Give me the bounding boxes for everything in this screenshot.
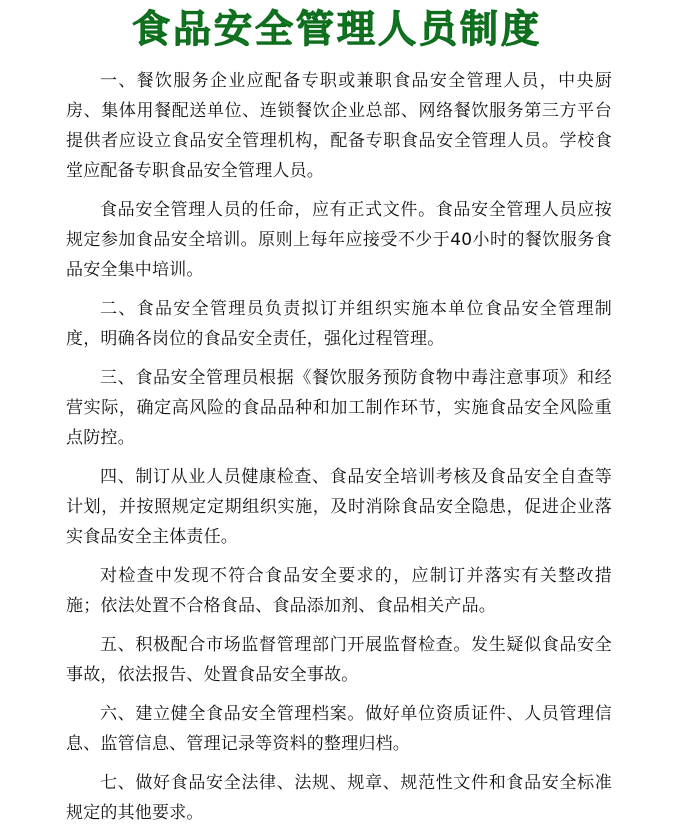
document-body xyxy=(66,66,612,837)
paragraph-4: 三、食品安全管理员根据《餐饮服务预防食物中毒注意事项》和经营实际，确定高风险的食品品种和加工制作环节，实施食品安全风险重点防控。 xyxy=(66,368,612,448)
paragraph-6: 对检查中发现不符合食品安全要求的，应制订并落实有关整改措施；依法处置不合格食品、食品添加剂、食品相关产品。 xyxy=(66,566,612,616)
paragraph-7: 五、积极配合市场监督管理部门开展监督检查。发生疑似食品安全事故，依法报告、处置食品安全事故。 xyxy=(66,635,612,685)
paragraph-8: 六、建立健全食品安全管理档案。做好单位资质证件、人员管理信息、监管信息、管理记录等资料的整理归档。 xyxy=(66,704,612,754)
paragraph-1: 一、餐饮服务企业应配备专职或兼职食品安全管理人员，中央厨房、集体用餐配送单位、连锁餐饮企业总部、网络餐饮服务第三方平台提供者应设立食品安全管理机构，配备专职食品安全管理人员。学校食堂应配备专职食品安全管理人员。 xyxy=(66,71,612,181)
paragraph-2: 食品安全管理人员的任命，应有正式文件。食品安全管理人员应按规定参加食品安全培训。原则上每年应接受不少于40小时的餐饮服务食品安全集中培训。 xyxy=(66,200,612,280)
document-title: 食品安全管理人员制度 xyxy=(131,7,542,51)
paragraph-5: 四、制订从业人员健康检查、食品安全培训考核及食品安全自查等计划，并按照规定定期组织实施，及时消除食品安全隐患，促进企业落实食品安全主体责任。 xyxy=(66,467,612,547)
paragraph-9: 七、做好食品安全法律、法规、规章、规范性文件和食品安全标准规定的其他要求。 xyxy=(66,773,612,823)
paragraph-3: 二、食品安全管理员负责拟订并组织实施本单位食品安全管理制度，明确各岗位的食品安全责任，强化过程管理。 xyxy=(66,299,612,349)
